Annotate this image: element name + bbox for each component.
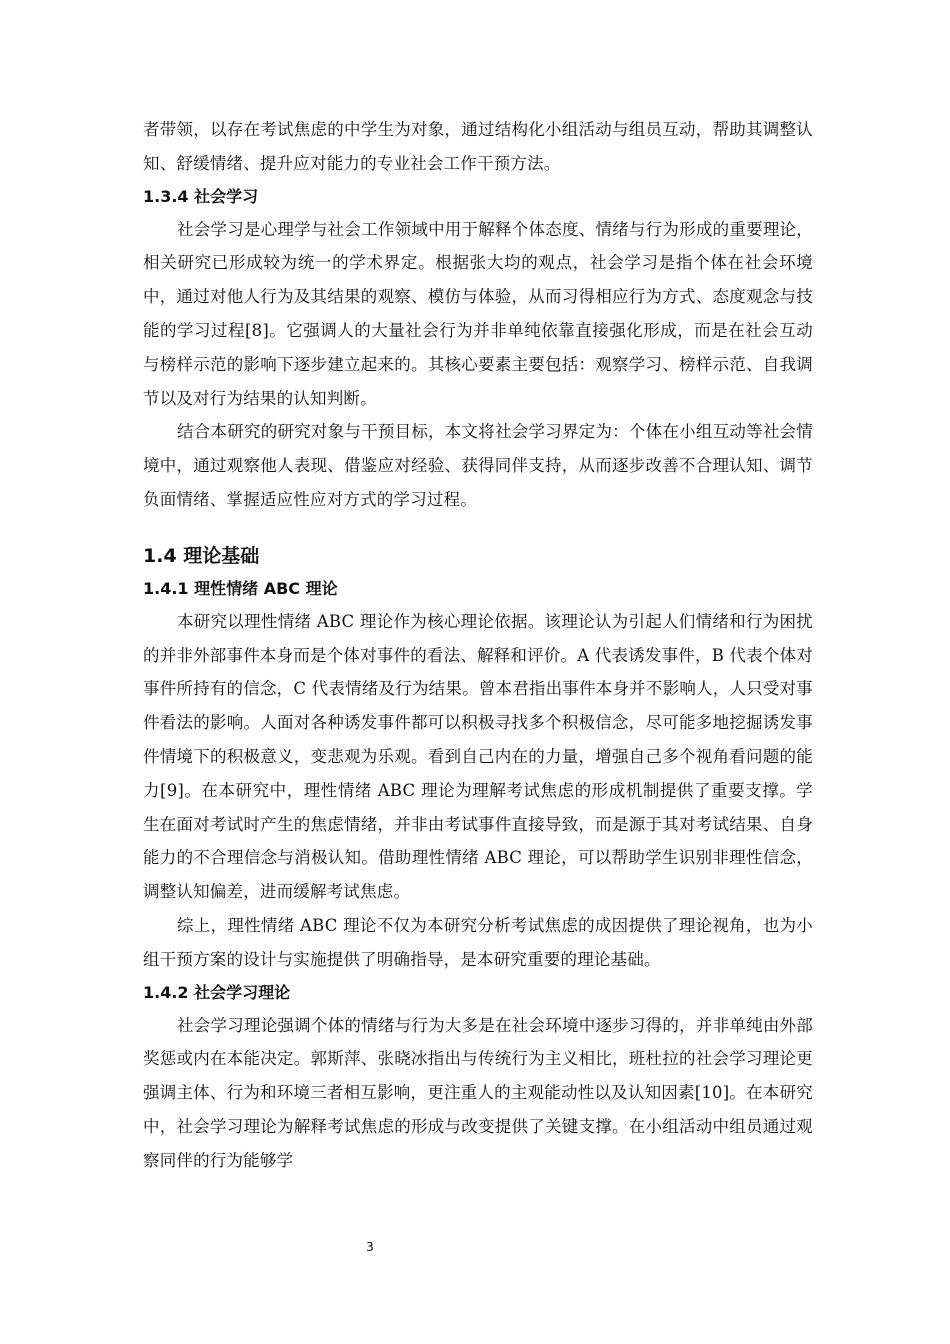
paragraph-social-learning-operational: 结合本研究的研究对象与干预目标，本文将社会学习界定为：个体在小组互动等社会情境中，通过观察他人表现、借鉴应对经验、获得同伴支持，从而逐步改善不合理认知、调节负面情绪、掌握适应性应对方式的学习过程。 — [143, 422, 813, 509]
paragraph-abc-summary: 综上，理性情绪 ABC 理论不仅为本研究分析考试焦虑的成因提供了理论视角，也为小组干预方案的设计与实施提供了明确指导，是本研究重要的理论基础。 — [143, 915, 813, 969]
paragraph-abc-theory: 本研究以理性情绪 ABC 理论作为核心理论依据。该理论认为引起人们情绪和行为困扰的并非外部事件本身而是个体对事件的看法、解释和评价。A 代表诱发事件，B 代表个体对事件所持有的信念，C 代表情绪及行为结果。曾本君指出事件本身并不影响人，人只受对事件看法的影响。人面对各种诱发事件都可以积极寻找多个积极信念，尽可能多地挖掘诱发事件情境下的积极意义，变悲观为乐观。看到自己内在的力量，增强自己多个视角看问题的能力[9]。在本研究中，理性情绪 ABC 理论为理解考试焦虑的形成机制提供了重要支撑。学生在面对考试时产生的焦虑情绪，并非由考试事件直接导致，而是源于其对考试结果、自身能力的不合理信念与消极认知。借助理性情绪 ABC 理论，可以帮助学生识别非理性信念，调整认知偏差，进而缓解考试焦虑。 — [143, 611, 813, 902]
paragraph-social-learning-definition: 社会学习是心理学与社会工作领域中用于解释个体态度、情绪与行为形成的重要理论，相关研究已形成较为统一的学术界定。根据张大均的观点，社会学习是指个体在社会环境中，通过对他人行为及其结果的观察、模仿与体验，从而习得相应行为方式、态度观念与技能的学习过程[8]。它强调人的大量社会行为并非单纯依靠直接强化形成，而是在社会互动与榜样示范的影响下逐步建立起来的。其核心要素主要包括：观察学习、榜样示范、自我调节以及对行为结果的认知判断。 — [143, 219, 813, 408]
paragraph-continued: 者带领，以存在考试焦虑的中学生为对象，通过结构化小组活动与组员互动，帮助其调整认知、舒缓情绪、提升应对能力的专业社会工作干预方法。 — [143, 120, 813, 173]
page-content — [143, 113, 813, 1178]
section-heading-1-4-2: 1.4.2 社会学习理论 — [143, 982, 291, 1002]
section-heading-1-3-4: 1.3.4 社会学习 — [143, 186, 259, 206]
paragraph-social-learning-theory: 社会学习理论强调个体的情绪与行为大多是在社会环境中逐步习得的，并非单纯由外部奖惩或内在本能决定。郭斯萍、张晓冰指出与传统行为主义相比，班杜拉的社会学习理论更强调主体、行为和环境三者相互影响，更注重人的主观能动性以及认知因素[10]。在本研究中，社会学习理论为解释考试焦虑的形成与改变提供了关键支撑。在小组活动中组员通过观察同伴的行为能够学 — [143, 1015, 813, 1170]
section-heading-1-4: 1.4 理论基础 — [143, 544, 260, 567]
section-heading-1-4-1: 1.4.1 理性情绪 ABC 理论 — [143, 578, 338, 598]
page-number: 3 — [366, 1240, 374, 1254]
